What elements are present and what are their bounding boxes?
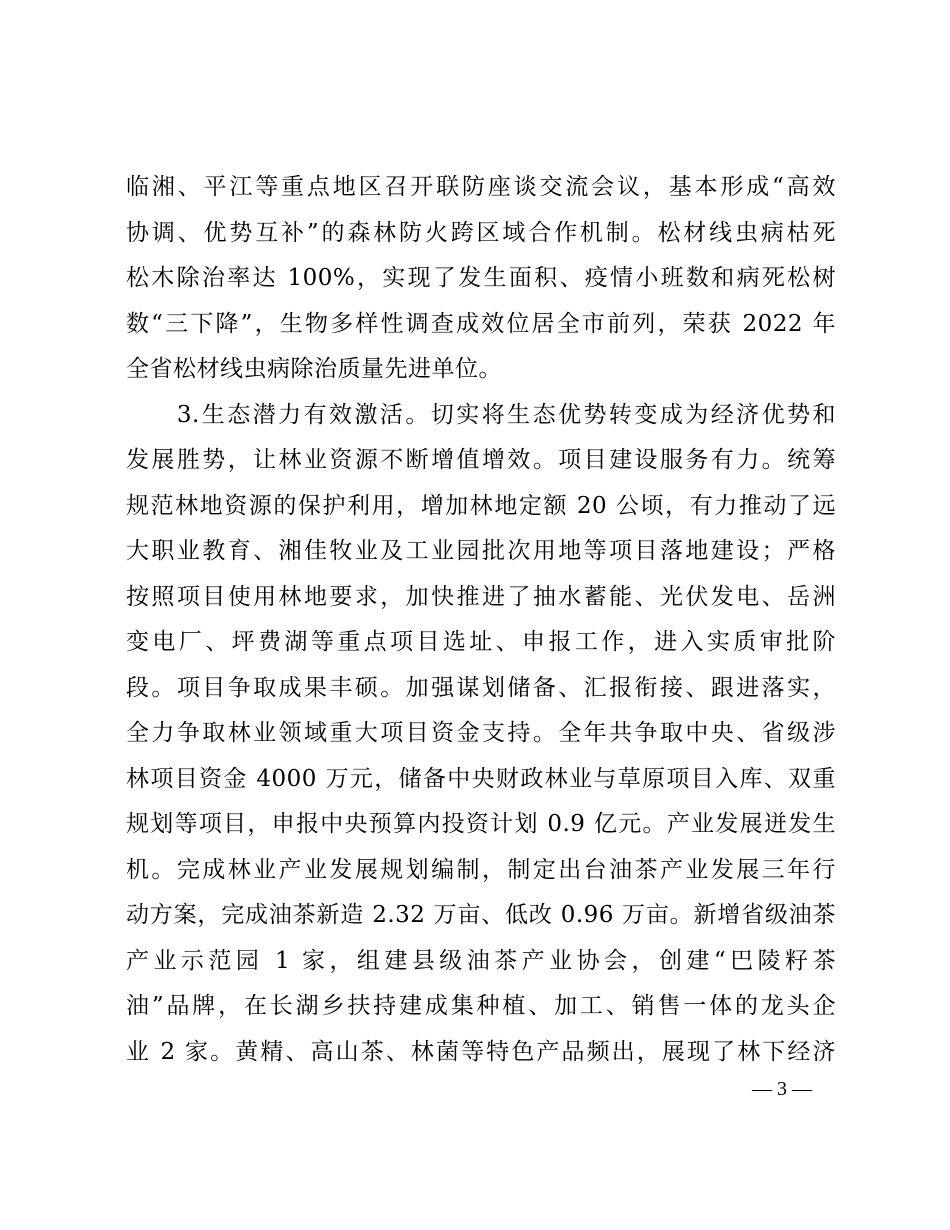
text-line: 大职业教育、湘佳牧业及工业园批次用地等项目落地建设；严格 [126,538,836,564]
text-line: 机。完成林业产业发展规划编制，制定出台油茶产业发展三年行 [126,856,836,883]
text-line: 全力争取林业领域重大项目资金支持。全年共争取中央、省级涉 [126,720,836,746]
text-line: 动方案，完成油茶新造 2.32 万亩、低改 0.96 万亩。新增省级油茶 [126,902,836,928]
text-line: 发展胜势，让林业资源不断增值增效。项目建设服务有力。统筹 [126,447,836,473]
text-line: 规范林地资源的保护利用，增加林地定额 20 公顷，有力推动了远 [126,492,836,519]
text-line: 按照项目使用林地要求，加快推进了抽水蓄能、光伏发电、岳洲 [126,583,836,610]
page-number: — 3 — [752,1078,812,1100]
text-line: 林项目资金 4000 万元，储备中央财政林业与草原项目入库、双重 [126,765,836,792]
text-line: 业 2 家。黄精、高山茶、林菌等特色产品频出，展现了林下经济 [126,1038,836,1065]
text-line: 3.生态潜力有效激活。切实将生态优势转变成为经济优势和 [126,401,836,428]
text-line: 规划等项目，申报中央预算内投资计划 0.9 亿元。产业发展迸发生 [126,811,836,837]
body-text [126,165,836,1075]
text-line: 产业示范园 1 家，组建县级油茶产业协会，创建“巴陵籽茶 [126,947,836,974]
text-line: 变电厂、坪费湖等重点项目选址、申报工作，进入实质审批阶 [126,629,836,655]
text-line: 油”品牌，在长湖乡扶持建成集种植、加工、销售一体的龙头企 [126,993,836,1019]
text-line: 段。项目争取成果丰硕。加强谋划储备、汇报衔接、跟进落实， [126,674,836,701]
text-line: 松木除治率达 100%，实现了发生面积、疫情小班数和病死松树 [126,265,836,291]
text-line: 数“三下降”，生物多样性调查成效位居全市前列，荣获 2022 年 [126,310,836,337]
text-line: 临湘、平江等重点地区召开联防座谈交流会议，基本形成“高效 [126,174,836,200]
text-line: 全省松材线虫病除治质量先进单位。 [126,356,502,382]
text-line: 协调、优势互补”的森林防火跨区域合作机制。松材线虫病枯死 [126,219,836,246]
